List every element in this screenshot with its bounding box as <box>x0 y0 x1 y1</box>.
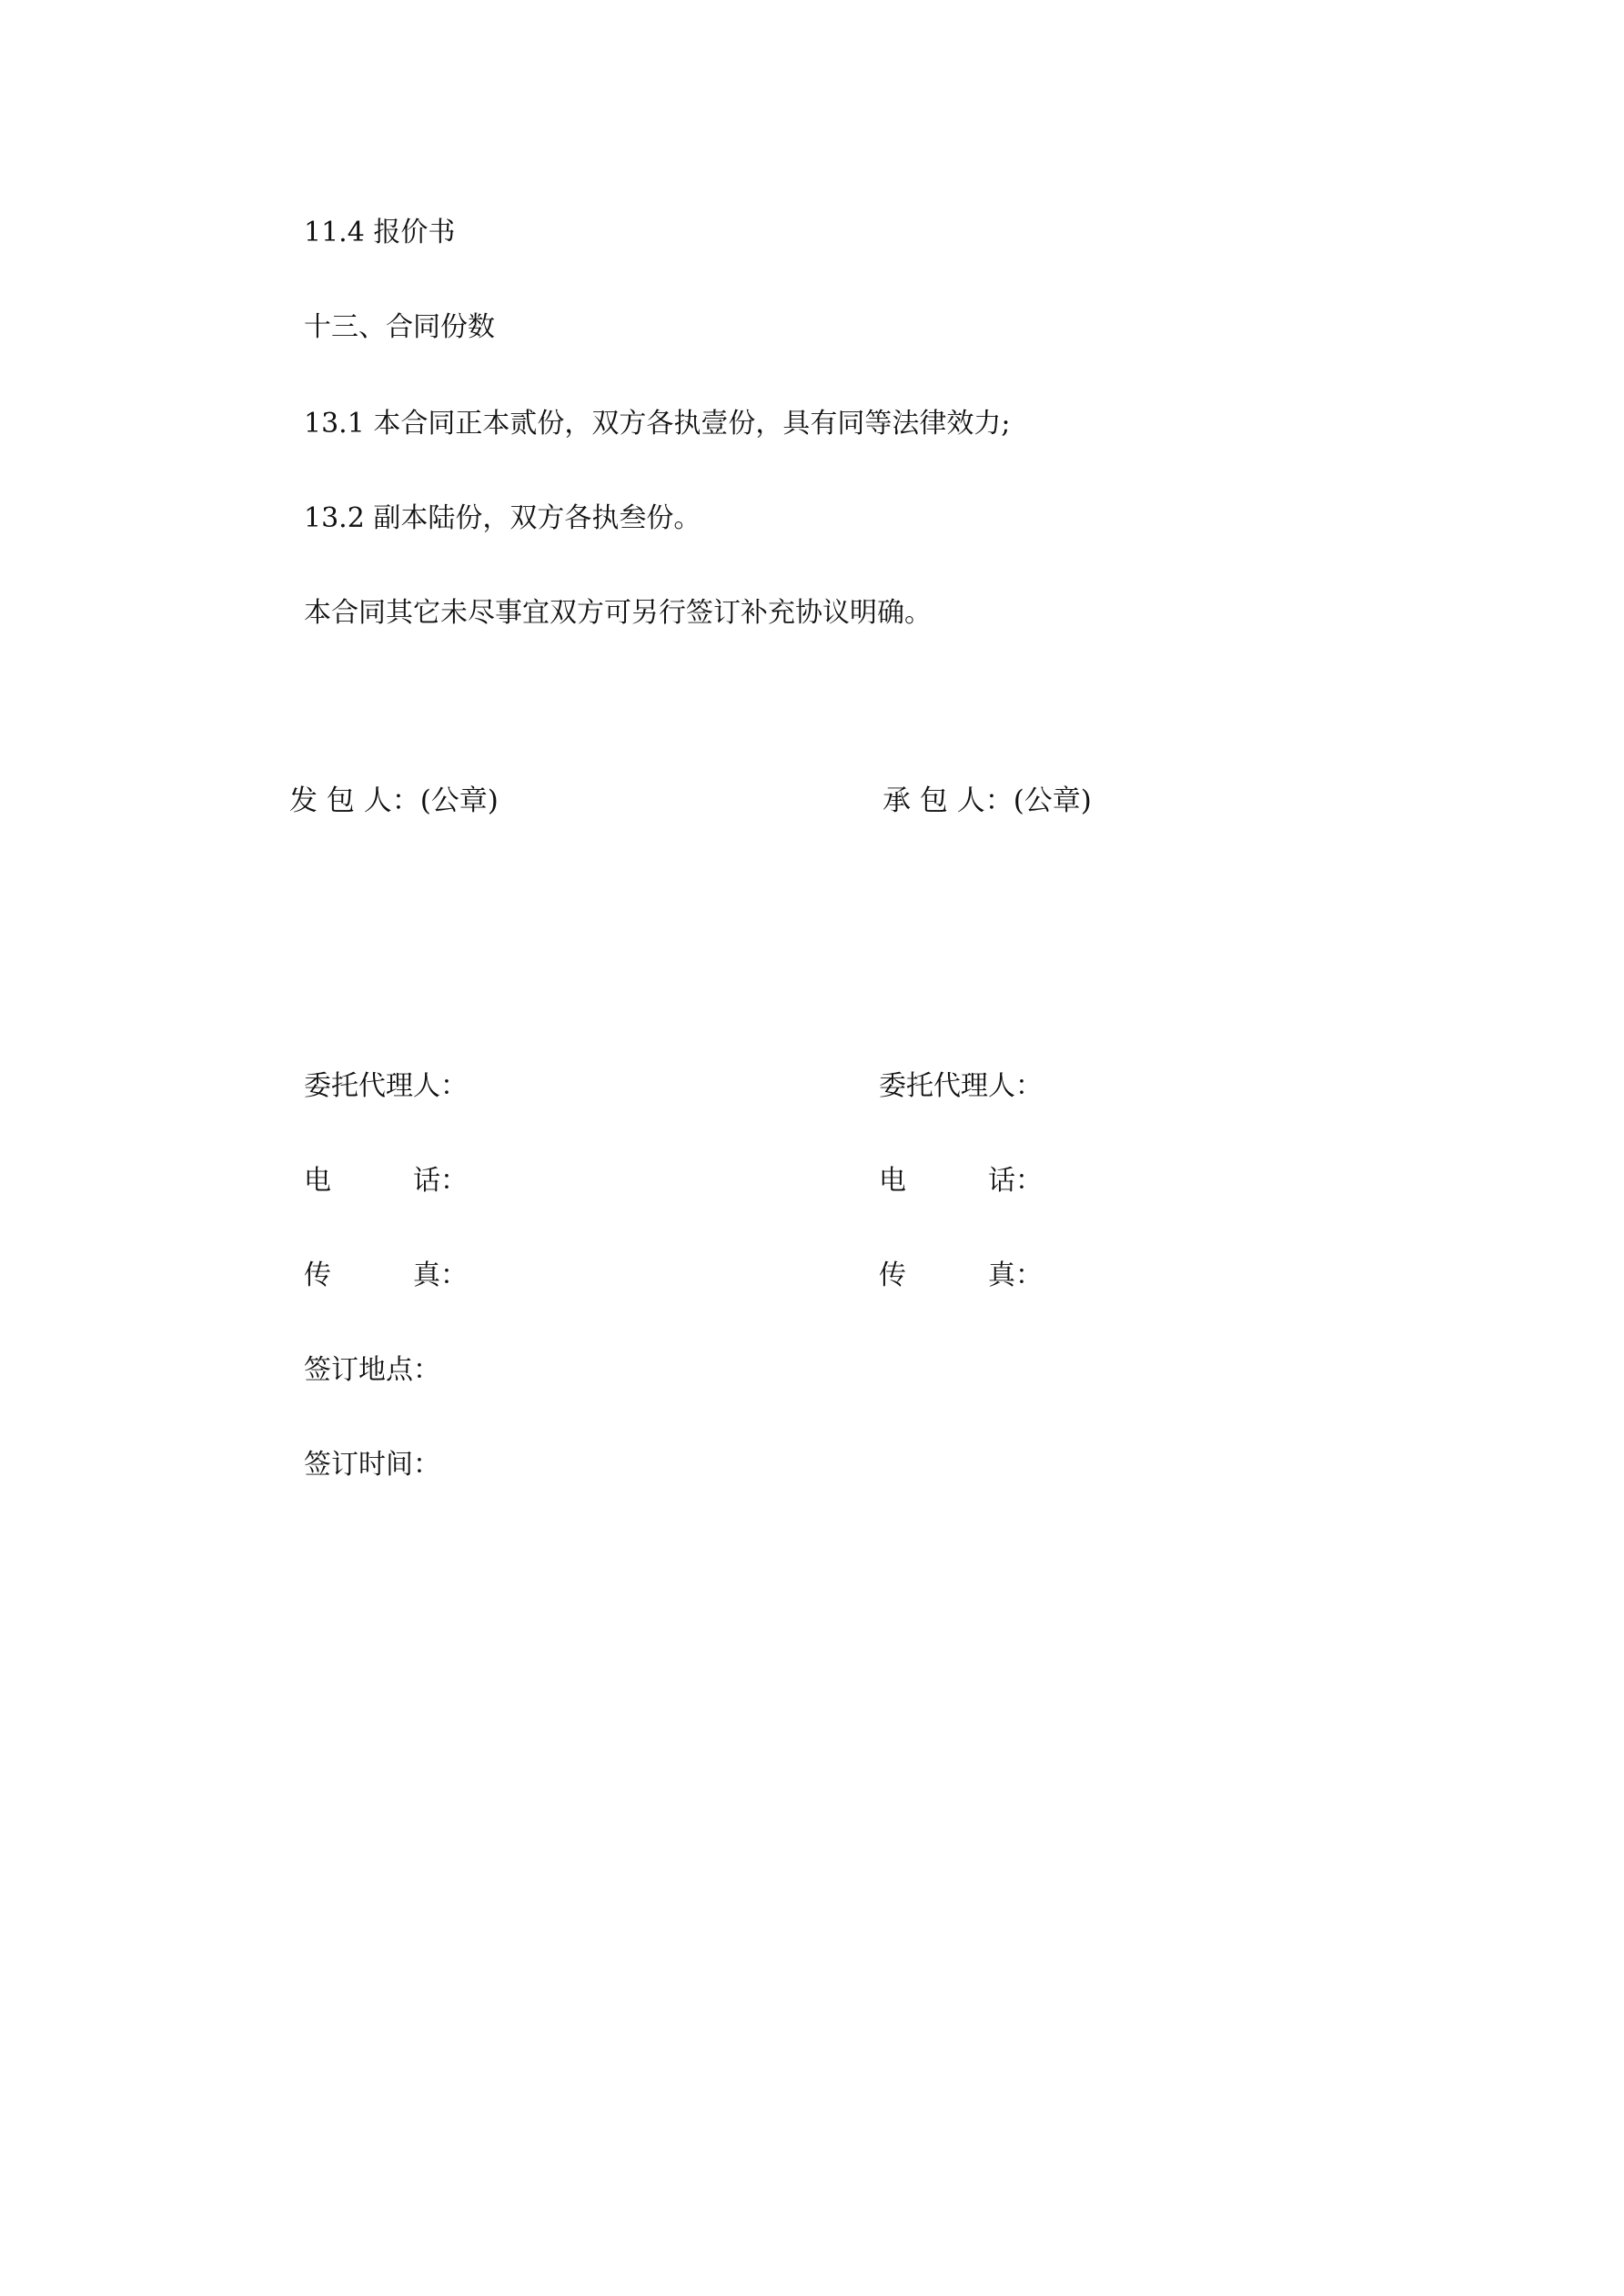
section-13-heading: 十三、合同份数 <box>304 311 495 343</box>
party-a-phone: 电 话： <box>304 1165 468 1197</box>
party-b-label: 承 包 人：(公章) <box>883 784 1092 817</box>
clause-13-2: 13.2 副本陆份，双方各执叁份。 <box>304 502 701 534</box>
party-b-fax: 传 真： <box>879 1259 1043 1291</box>
clause-supplement: 本合同其它未尽事宜双方可另行签订补充协议明确。 <box>304 597 932 629</box>
signing-place: 签订地点： <box>304 1354 440 1386</box>
clause-13-1: 13.1 本合同正本贰份，双方各执壹份，具有同等法律效力; <box>304 408 1011 440</box>
party-b-agent: 委托代理人： <box>879 1070 1043 1102</box>
signing-time: 签订时间： <box>304 1449 440 1481</box>
party-b-phone: 电 话： <box>879 1165 1043 1197</box>
party-a-label: 发 包 人：(公章) <box>289 784 499 817</box>
clause-11-4: 11.4 报价书 <box>304 217 456 248</box>
party-a-agent: 委托代理人： <box>304 1070 468 1102</box>
party-a-fax: 传 真： <box>304 1259 468 1291</box>
